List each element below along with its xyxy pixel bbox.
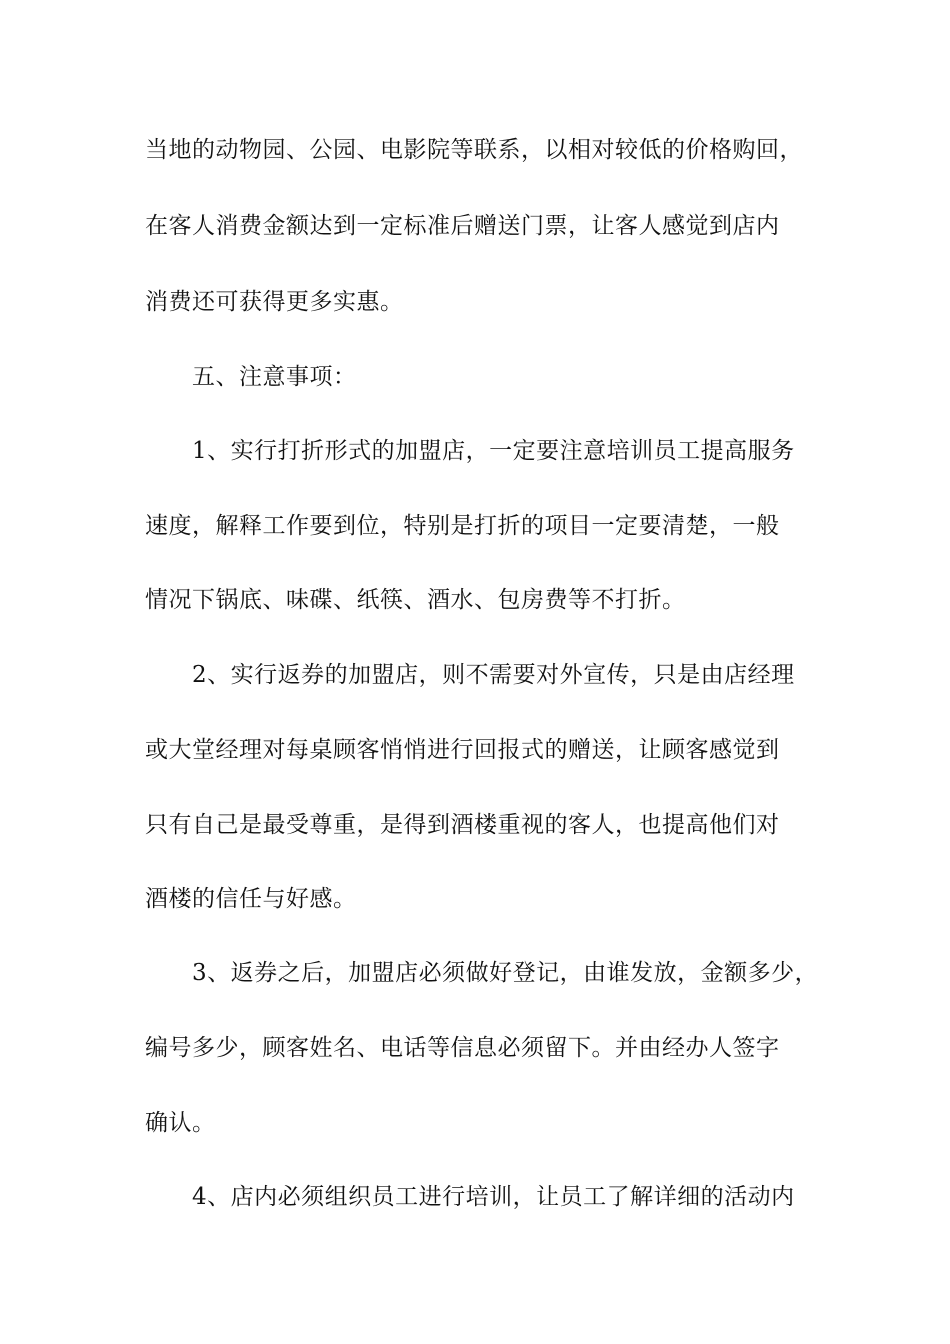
text-line: 或大堂经理对每桌顾客悄悄进行回报式的赠送，让顾客感觉到: [145, 737, 780, 763]
text-line: 情况下锅底、味碟、纸筷、酒水、包房费等不打折。: [145, 587, 686, 613]
text-line: 4、店内必须组织员工进行培训，让员工了解详细的活动内: [192, 1184, 795, 1210]
text-line: 只有自己是最受尊重，是得到酒楼重视的客人，也提高他们对: [145, 812, 780, 838]
text-line: 当地的动物园、公园、电影院等联系，以相对较低的价格购回，: [145, 137, 803, 163]
text-line: 消费还可获得更多实惠。: [145, 289, 404, 315]
text-line: 1、实行打折形式的加盟店，一定要注意培训员工提高服务: [192, 438, 795, 464]
text-line: 酒楼的信任与好感。: [145, 886, 357, 912]
section-heading: 五、注意事项：: [192, 364, 357, 390]
text-line: 确认。: [145, 1110, 216, 1136]
text-line: 3、返券之后，加盟店必须做好登记，由谁发放，金额多少，: [192, 960, 819, 986]
text-line: 2、实行返券的加盟店，则不需要对外宣传，只是由店经理: [192, 662, 795, 688]
text-line: 编号多少，顾客姓名、电话等信息必须留下。并由经办人签字: [145, 1035, 780, 1061]
text-line: 速度，解释工作要到位，特别是打折的项目一定要清楚，一般: [145, 513, 780, 539]
text-line: 在客人消费金额达到一定标准后赠送门票，让客人感觉到店内: [145, 213, 780, 239]
